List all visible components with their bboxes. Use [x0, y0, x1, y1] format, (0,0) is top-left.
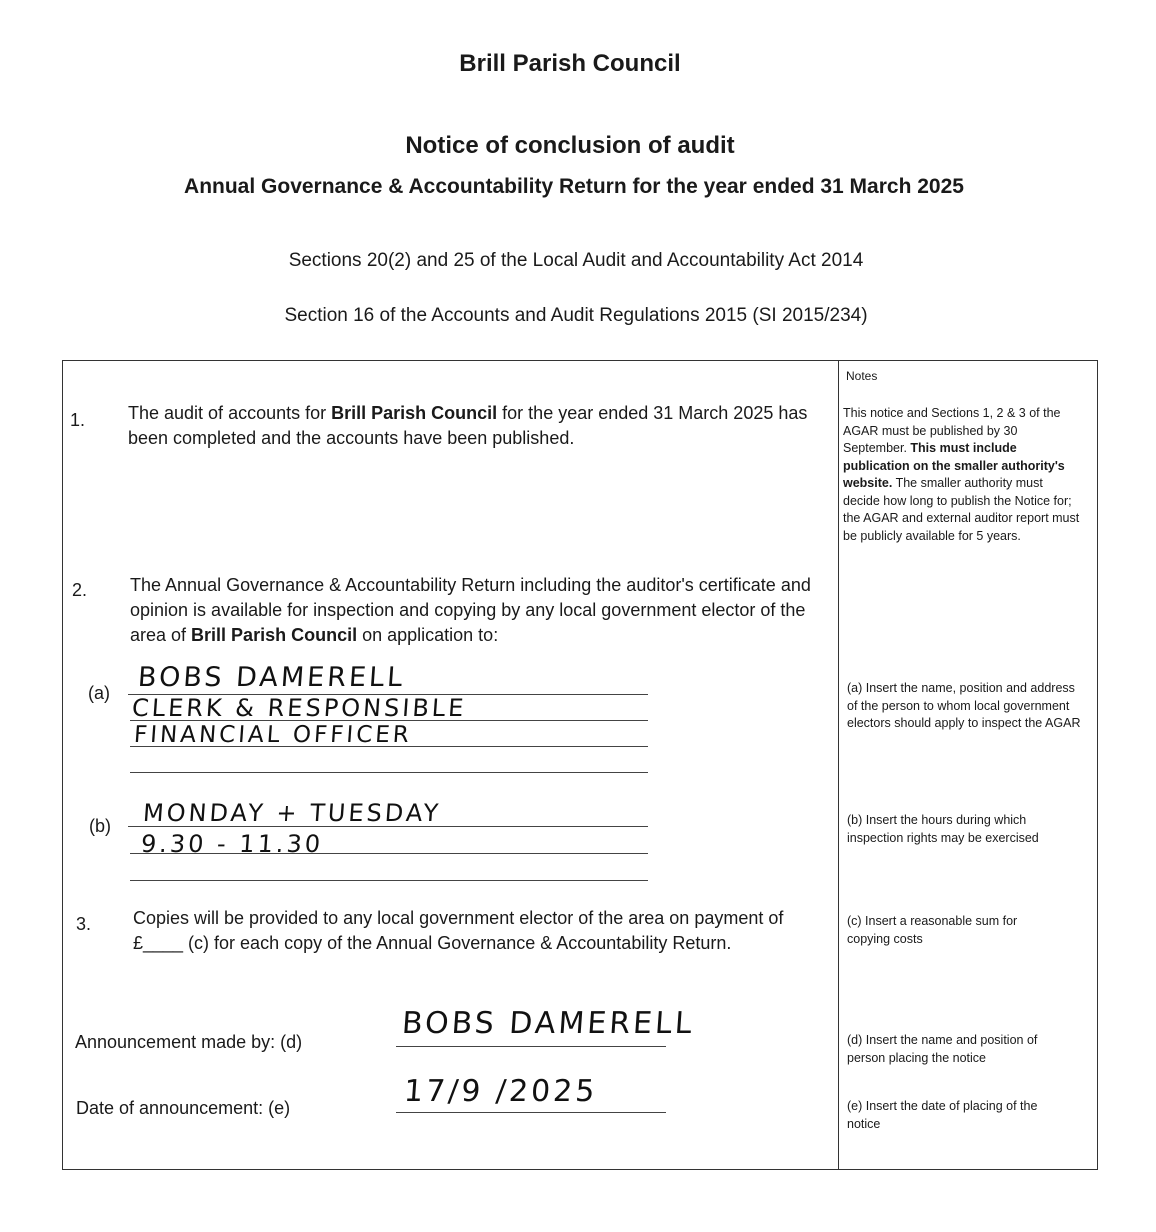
item-3-text: Copies will be provided to any local government elector of the area on payment of £____ (c) for each copy of the Annual Governance & Accountability Return. [133, 908, 784, 953]
note-b: (b) Insert the hours during which inspection rights may be exercised [847, 813, 1039, 845]
act-reference: Sections 20(2) and 25 of the Local Audit and Accountability Act 2014 [288, 250, 864, 271]
note-c: (c) Insert a reasonable sum for copying costs [847, 914, 1018, 946]
regulations-reference: Section 16 of the Accounts and Audit Regulations 2015 (SI 2015/234) [284, 305, 868, 326]
announcement-date-rule [396, 1112, 666, 1113]
field-a-line-1: BOBS DAMERELL [136, 662, 407, 693]
announcement-made-by-rule [396, 1046, 666, 1047]
announcement-made-by-label: Announcement made by: (d) [75, 1032, 303, 1052]
notes-divider [838, 360, 839, 1170]
field-a-rule-3 [130, 746, 648, 747]
field-a-label: (a) [88, 683, 110, 703]
field-b-rule-1 [128, 826, 648, 827]
field-a-rule-2 [130, 720, 648, 721]
item-2-number: 2. [72, 580, 88, 600]
page-subtitle: Annual Governance & Accountability Return for the year ended 31 March 2025 [184, 175, 964, 198]
field-b-label: (b) [89, 816, 111, 836]
announcement-made-by-value: BOBS DAMERELL [400, 1006, 696, 1041]
announcement-date-value: 17/9 /2025 [402, 1074, 599, 1109]
note-a: (a) Insert the name, position and address of the person to whom local government electors should apply to inspect the AGAR [847, 681, 1081, 730]
field-b-rule-3 [130, 880, 648, 881]
council-name: Brill Parish Council [459, 50, 681, 77]
item-1-text: The audit of accounts for Brill Parish Council for the year ended 31 March 2025 has been completed and the accounts have been published. [128, 403, 808, 448]
notes-heading: Notes [846, 369, 878, 383]
item-3-number: 3. [76, 914, 92, 934]
field-b-line-1: MONDAY + TUESDAY [142, 799, 443, 827]
announcement-date-label: Date of announcement: (e) [76, 1098, 291, 1118]
item-2-text: The Annual Governance & Accountability Return including the auditor's certificate and opinion is available for inspection and copying by any local government elector of the area of Brill Parish Council on application to: [130, 575, 811, 645]
note-publication: This notice and Sections 1, 2 & 3 of the AGAR must be published by 30 September. This must include publication on the smaller authority's website. The smaller authority must decide how long to publish the Notice for; the AGAR and external auditor report must be publicly available for 5 years. [843, 406, 1080, 543]
note-d: (d) Insert the name and position of person placing the notice [847, 1033, 1038, 1065]
page-title: Notice of conclusion of audit [405, 132, 735, 159]
field-a-line-2: CLERK & RESPONSIBLE [131, 694, 468, 722]
field-b-rule-2 [130, 853, 648, 854]
note-e: (e) Insert the date of placing of the notice [847, 1099, 1038, 1131]
item-1-number: 1. [70, 410, 86, 430]
field-b-line-2: 9.30 - 11.30 [140, 830, 325, 858]
field-a-rule-4 [130, 772, 648, 773]
field-a-line-3: FINANCIAL OFFICER [133, 722, 413, 748]
